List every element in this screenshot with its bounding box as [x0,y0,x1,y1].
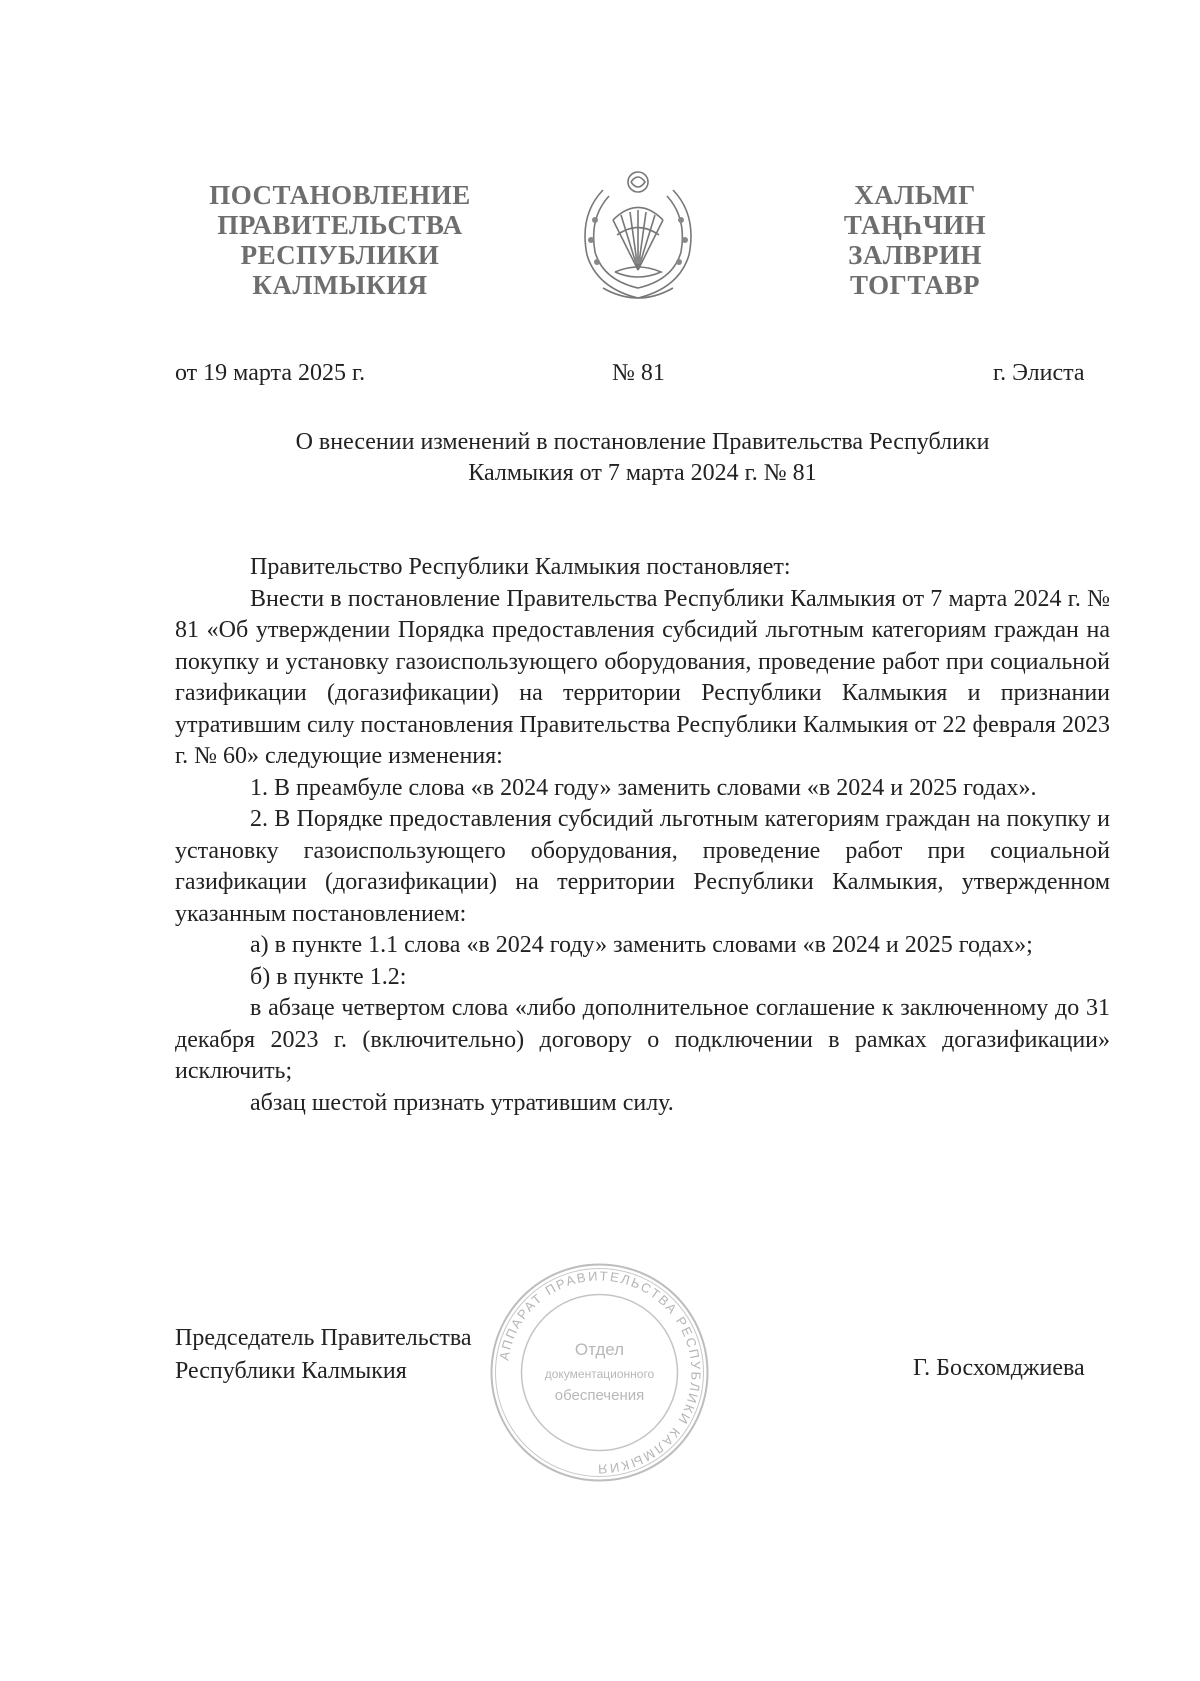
position-line: Республики Калмыкия [175,1358,407,1384]
header-line: ТАҢҺЧИН [843,210,987,240]
signatory-position [175,1322,472,1388]
header-line: РЕСПУБЛИКИ [240,240,440,270]
header-kalmyk [815,180,1015,300]
document-date: от 19 марта 2025 г. [175,360,366,386]
paragraph: в абзаце четвертом слова «либо дополнительное соглашение к заключенному до 31 декабря 2023 г. (включительно) договору о подключении в рамках догазификации» исключить; [175,995,1110,1084]
document-number: № 81 [612,360,665,386]
signatory-name: Г. Босхомджиева [913,1355,1085,1381]
paragraph: б) в пункте 1.2: [250,963,407,990]
header-line: ТОГТАВР [850,270,980,300]
document-city: г. Элиста [993,360,1085,386]
header-line: ПОСТАНОВЛЕНИЕ [209,180,471,210]
paragraph: 1. В преамбуле слова «в 2024 году» заменить словами «в 2024 и 2025 годах». [250,774,1037,801]
document-body [175,552,1110,1119]
stamp-inner-text: обеспечения [554,1387,645,1404]
paragraph: Внести в постановление Правительства Республики Калмыкия от 7 марта 2024 г. № 81 «Об утверждении Порядка предоставления субсидий льготным категориям граждан на покупку и установку газоиспользующего оборудования, проведение работ при социальной газификации (догазификации) на территории Республики Калмыкия и признании утратившим силу постановления Правительства Республики Калмыкия от 22 февраля 2023 г. № 60» следующие изменения: [175,585,1110,769]
header-line: КАЛМЫКИЯ [252,270,428,300]
header-line: ПРАВИТЕЛЬСТВА [217,210,463,240]
header-line: ХАЛЬМГ [854,180,976,210]
header-line: ЗАЛВРИН [848,240,982,270]
position-line: Председатель Правительства [175,1325,472,1351]
official-stamp-icon [487,1260,712,1485]
paragraph: 2. В Порядке предоставления субсидий льготным категориям граждан на покупку и установку газоиспользующего оборудования, проведение работ при социальной газификации (догазификации) на территории Республики Калмыкия, утвержденном указанным постановлением: [175,806,1110,927]
stamp-inner-text: Отдел [574,1340,625,1359]
stamp-outer-text: АППАРАТ ПРАВИТЕЛЬСТВА РЕСПУБЛИКИ КАЛМЫКИЯ [496,1268,704,1477]
title-line: Калмыкия от 7 марта 2024 г. № 81 [468,460,817,486]
paragraph: Правительство Республики Калмыкия постановляет: [250,554,791,580]
title-line: О внесении изменений в постановление Правительства Республики [295,429,990,455]
stamp-inner-text: документационного [544,1367,655,1381]
paragraph: абзац шестой признать утратившим силу. [250,1089,674,1116]
header-russian [190,180,490,300]
paragraph: а) в пункте 1.1 слова «в 2024 году» заменить словами «в 2024 и 2025 годах»; [250,932,1033,958]
document-title [175,427,1110,489]
coat-of-arms-emblem-icon [573,160,703,305]
